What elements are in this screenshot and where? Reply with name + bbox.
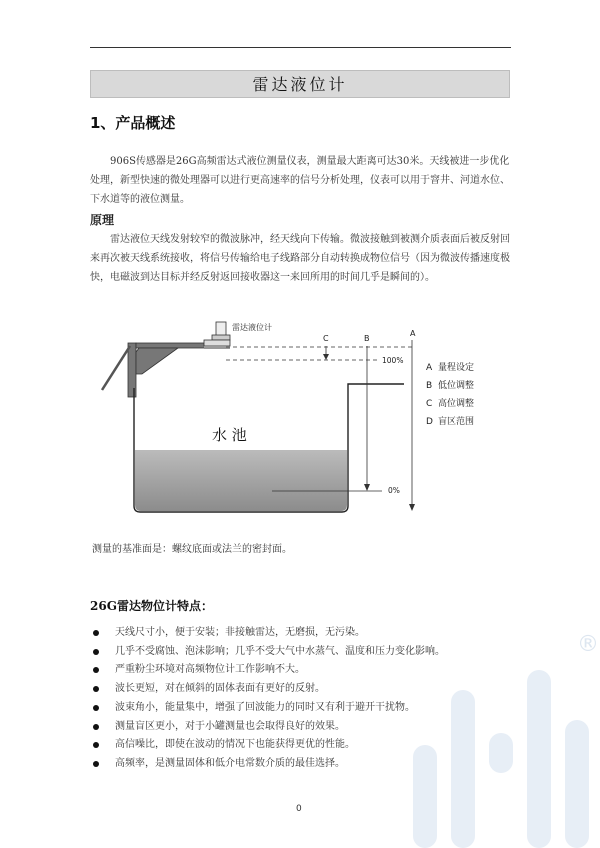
feature-text: 高频率，是测量固体和低介电常数介质的最佳选择。 <box>115 757 345 769</box>
reference-note: 测量的基准面是：螺纹底面或法兰的密封面。 <box>92 544 292 555</box>
overview-paragraph: 906S传感器是26G高频雷达式液位测量仪表，测量最大距离可达30米。天线被进一步优化处理，新型快速的微处理器可以进行更高速率的信号分析处理，仪表可以用于窨井、河道水位、下水道等的液位测量。 <box>90 156 510 205</box>
legend-text-a: 量程设定 <box>438 363 475 373</box>
label-c: C <box>323 334 329 343</box>
arrow-a <box>409 504 415 511</box>
bullet-icon <box>93 630 99 636</box>
document-title: 雷达液位计 <box>90 70 510 98</box>
tank-label: 水 池 <box>212 426 247 444</box>
header-rule <box>90 47 511 48</box>
registered-mark: ® <box>577 632 599 657</box>
feature-text: 高信噪比，即使在波动的情况下也能获得更优的性能。 <box>115 739 355 751</box>
label-0-percent: 0% <box>388 486 400 495</box>
bullet-icon <box>93 649 99 655</box>
bullet-icon <box>93 761 99 767</box>
arrow-b <box>364 484 370 491</box>
mounting-bracket <box>102 343 206 397</box>
principle-heading: 原理 <box>90 213 115 227</box>
legend-key-a: A <box>426 363 433 373</box>
bullet-icon <box>93 742 99 748</box>
legend-key-d: D <box>426 417 433 427</box>
label-a: A <box>410 329 416 338</box>
principle-paragraph: 雷达液位天线发射较窄的微波脉冲，经天线向下传输。微波接触到被测介质表面后被反射回来再次被天线系统接收，将信号传输给电子线路部分自动转换成物位信号（因为微波传播速度极快，电磁波到达目标并经反射返回接收器这一来回所用的时间几乎是瞬间的）。 <box>90 234 510 283</box>
label-100-percent: 100% <box>382 356 404 365</box>
bullet-icon <box>93 667 99 673</box>
water-level-fill <box>135 450 347 511</box>
legend-text-c: 高位调整 <box>438 399 475 409</box>
bullet-icon <box>93 686 99 692</box>
feature-text: 天线尺寸小，便于安装；非接触雷达，无磨损，无污染。 <box>115 627 365 638</box>
legend-key-c: C <box>426 399 433 409</box>
feature-text: 波束角小，能量集中，增强了回波能力的同时又有利于避开干扰物。 <box>115 701 415 713</box>
feature-text: 几乎不受腐蚀、泡沫影响；几乎不受大气中水蒸气、温度和压力变化影响。 <box>115 645 445 657</box>
diagram-legend <box>426 361 474 427</box>
legend-key-b: B <box>426 381 433 391</box>
bullet-icon <box>93 705 99 711</box>
bullet-icon <box>93 724 99 730</box>
device-label: 雷达液位计 <box>232 323 272 332</box>
legend-text-d: 盲区范围 <box>438 417 475 427</box>
radar-sensor-icon <box>204 322 230 349</box>
feature-text: 测量盲区更小，对于小罐测量也会取得良好的效果。 <box>115 720 345 732</box>
label-b: B <box>364 334 370 343</box>
section-heading-overview: 1、产品概述 <box>90 114 176 132</box>
legend-text-b: 低位调整 <box>438 381 475 391</box>
features-heading: 26G雷达物位计特点： <box>90 599 213 613</box>
feature-text: 严重粉尘环境对高频物位计工作影响不大。 <box>115 664 305 676</box>
arrow-c <box>323 354 329 360</box>
radar-level-diagram <box>92 316 512 526</box>
page-number: 0 <box>296 804 302 814</box>
watermark-logo-icon <box>395 615 600 848</box>
feature-text: 波长更短，对在倾斜的固体表面有更好的反射。 <box>115 683 325 695</box>
